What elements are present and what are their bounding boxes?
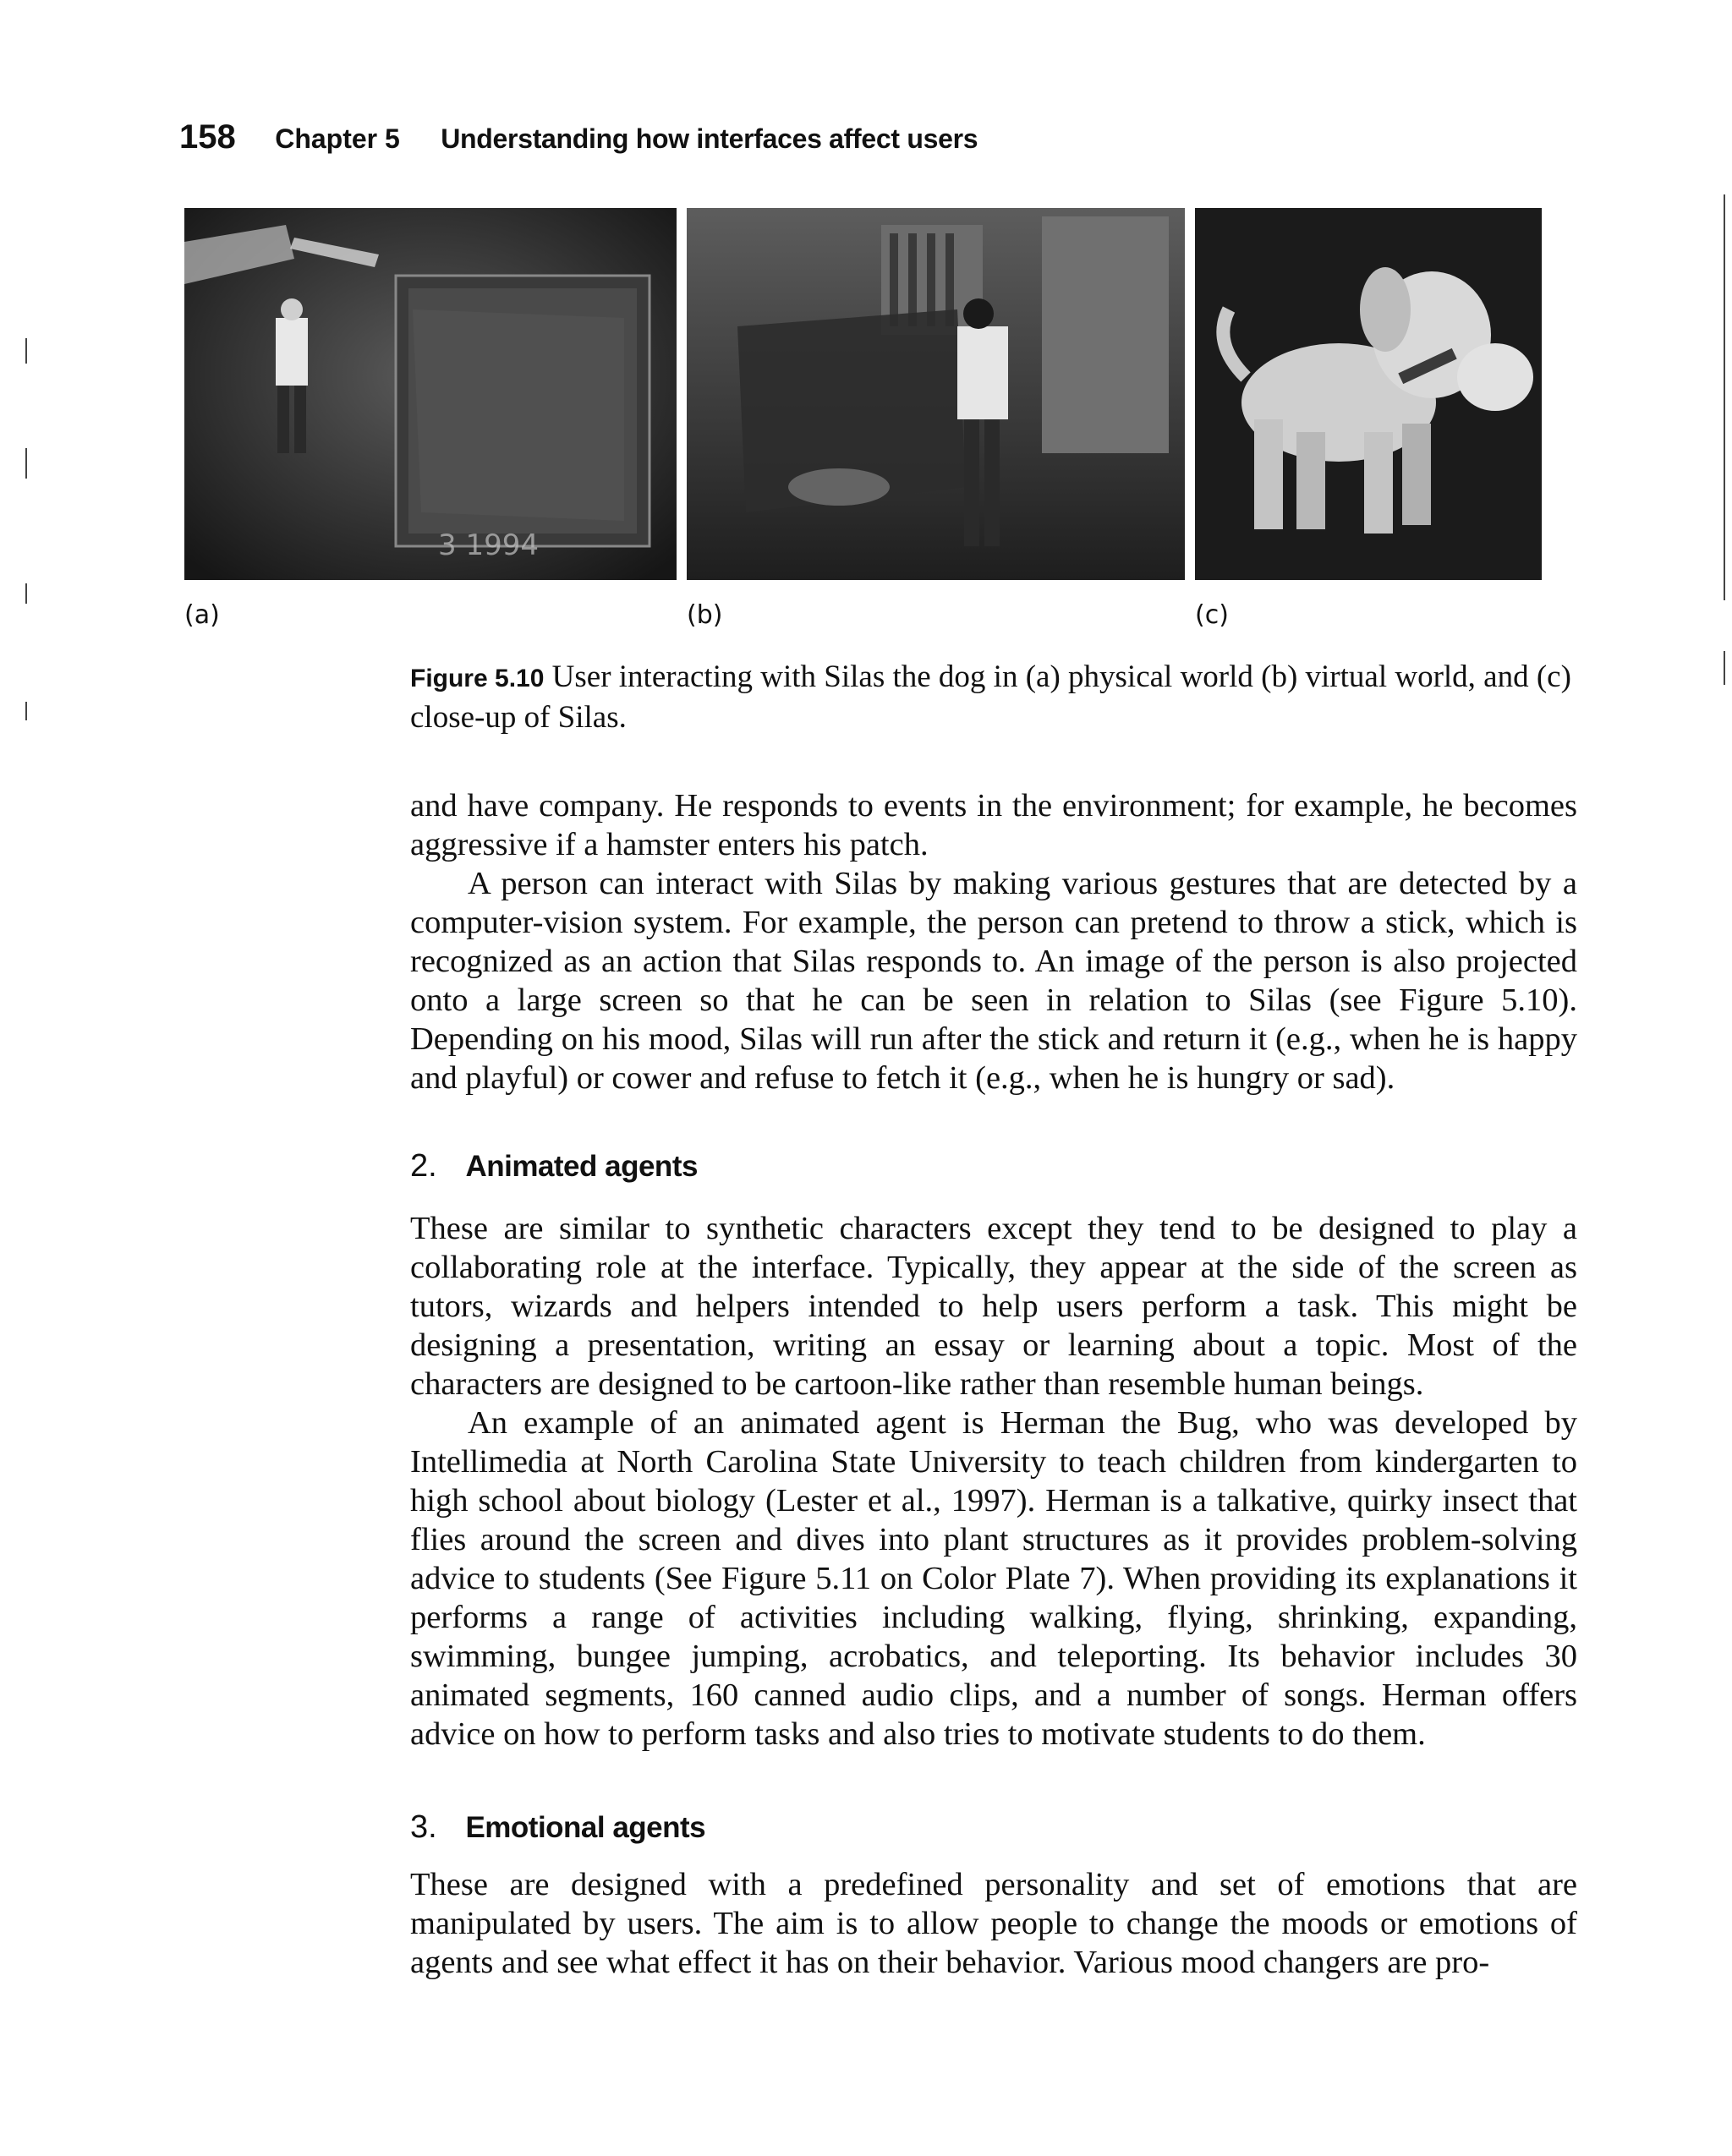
section-title: Animated agents (465, 1150, 698, 1183)
figure-photo-physical-world (184, 208, 677, 580)
section-title: Emotional agents (465, 1811, 706, 1844)
figure-caption-label: Figure 5.10 (410, 665, 545, 692)
chapter-title: Understanding how interfaces affect users (441, 123, 978, 154)
figure-caption-text: User interacting with Silas the dog in (a) physical world (b) virtual world, and (c) close-up of Silas. (410, 659, 1571, 735)
running-header (179, 118, 978, 156)
scan-mark-right-1 (1724, 194, 1725, 600)
paragraph-silas-continued: and have company. He responds to events in the environment; for example, he becomes aggressive if a hamster enters his patch. (410, 788, 1577, 862)
figure-caption (410, 658, 1594, 737)
section-number: 2. (410, 1148, 437, 1184)
chapter-label: Chapter 5 (275, 123, 400, 154)
figure-photo-virtual-world (687, 208, 1185, 580)
panel-label-c: (c) (1195, 600, 1229, 630)
photo-date-stamp: 3 1994 (438, 528, 539, 562)
scan-mark-left-3 (25, 583, 27, 604)
scan-mark-left-4 (25, 702, 27, 720)
scan-mark-left-1 (25, 338, 27, 364)
paragraph-herman-the-bug: An example of an animated agent is Herman the Bug, who was developed by Intellimedia at North Carolina State University to teach children from kindergarten to high school about biology (Lester et al., 1997). Herman is a talkative, quirky insect that flies around the screen and dives into plant structures as it provides problem-solving advice to students (See Figure 5.11 on Color Plate 7). When providing its explanations it performs a range of activities including walking, flying, shrinking, expanding, swimming, bungee jumping, acrobatics, and teleporting. Its behavior includes 30 animated segments, 160 canned audio clips, and a number of songs. Herman offers advice on how to perform tasks and also tries to motivate students to do them. (410, 1405, 1577, 1752)
panel-label-b: (b) (687, 600, 723, 630)
paragraph-animated-agents-intro: These are similar to synthetic characters except they tend to be designed to play a collaborating role at the interface. Typically, they appear at the side of the screen as tutors, wizards and helpers intended to help users perform a task. This might be designing a presentation, writing an essay or learning about a topic. Most of the characters are designed to be cartoon-like rather than resemble human beings. (410, 1211, 1577, 1402)
section-number: 3. (410, 1809, 437, 1845)
figure-photo-silas-closeup (1195, 208, 1542, 580)
section-heading-animated-agents (410, 1148, 698, 1185)
panel-label-a: (a) (184, 600, 220, 630)
paragraph-silas-gestures: A person can interact with Silas by making various gestures that are detected by a computer-vision system. For example, the person can pretend to throw a stick, which is recognized as an action that Silas responds to. An image of the person is also projected onto a large screen so that he can be seen in relation to Silas (see Figure 5.10). Depending on his mood, Silas will run after the stick and return it (e.g., when he is happy and playful) or cower and refuse to fetch it (e.g., when he is hungry or sad). (410, 866, 1577, 1096)
paragraph-emotional-agents-intro: These are designed with a predefined personality and set of emotions that are manipulated by users. The aim is to allow people to change the moods or emotions of agents and see what effect it has on their behavior. Various mood changers are pro- (410, 1867, 1577, 1980)
page-number: 158 (179, 118, 236, 156)
section-heading-emotional-agents (410, 1809, 705, 1846)
scan-mark-left-2 (25, 448, 27, 479)
scan-mark-right-2 (1724, 651, 1725, 685)
